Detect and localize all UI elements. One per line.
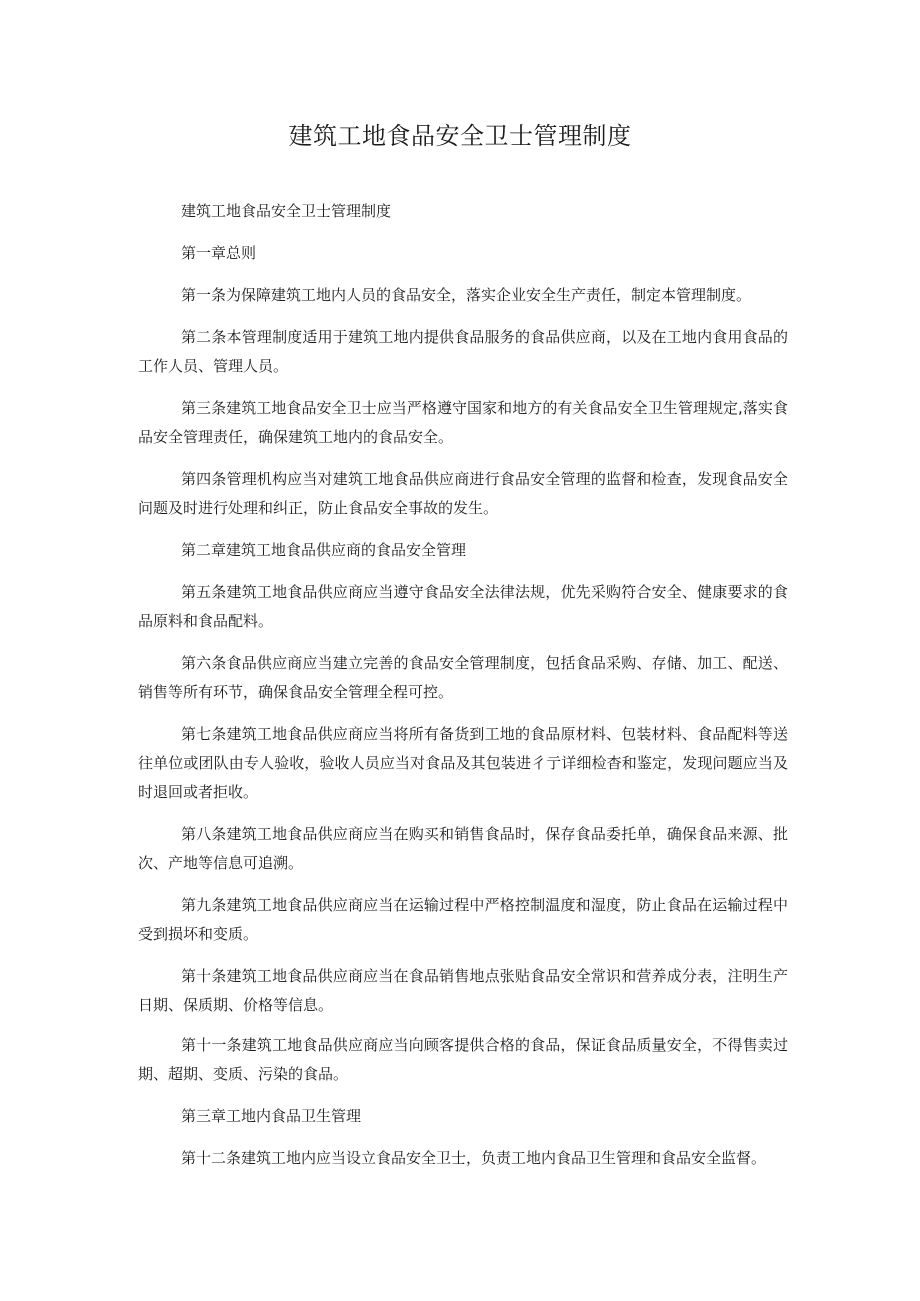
article-8: 第八条建筑工地食品供应商应当在购买和销售食品时，保存食品委托单，确保食品来源、批次、产地等信息可追溯。 [138, 825, 788, 872]
article-3: 第三条建筑工地食品安全卫士应当严格遵守国家和地方的有关食品安全卫生管理规定,落实食品安全管理责任，确保建筑工地内的食品安全。 [138, 399, 788, 446]
article-12: 第十二条建筑工地内应当设立食品安全卫士，负责工地内食品卫生管理和食品安全监督。 [181, 1149, 767, 1167]
document-title: 建筑工地食品安全卫士管理制度 [288, 122, 632, 150]
chapter-heading-1: 第一章总则 [181, 244, 257, 262]
chapter-heading-3: 第三章工地内食品卫生管理 [181, 1107, 362, 1125]
chapter-heading-2: 第二章建筑工地食品供应商的食品安全管理 [181, 541, 467, 559]
document-body [138, 197, 788, 1186]
article-5: 第五条建筑工地食品供应商应当遵守食品安全法律法规，优先采购符合安全、健康要求的食品原料和食品配料。 [138, 583, 788, 630]
article-2: 第二条本管理制度适用于建筑工地内提供食品服务的食品供应商，以及在工地内食用食品的工作人员、管理人员。 [138, 328, 788, 375]
paragraph-subtitle: 建筑工地食品安全卫士管理制度 [181, 202, 392, 220]
article-1: 第一条为保障建筑工地内人员的食品安全，落实企业安全生产责任，制定本管理制度。 [181, 286, 752, 304]
article-9: 第九条建筑工地食品供应商应当在运输过程中严格控制温度和湿度，防止食品在运输过程中受到损坏和变质。 [138, 896, 788, 943]
article-11: 第十一条建筑工地食品供应商应当向顾客提供合格的食品，保证食品质量安全，不得售卖过期、超期、变质、污染的食品。 [138, 1036, 788, 1083]
article-6: 第六条食品供应商应当建立完善的食品安全管理制度，包括食品采购、存储、加工、配送、销售等所有环节，确保食品安全管理全程可控。 [138, 654, 788, 701]
article-4: 第四条管理机构应当对建筑工地食品供应商进行食品安全管理的监督和检查，发现食品安全问题及时进行处理和纠正，防止食品安全事故的发生。 [138, 470, 788, 517]
article-7: 第七条建筑工地食品供应商应当将所有备货到工地的食品原材料、包装材料、食品配料等送往单位或团队由专人验收，验收人员应当对食品及其包装进彳亍详细检杳和鉴定，发现问题应当及时退回或者拒收。 [138, 725, 788, 801]
article-10: 第十条建筑工地食品供应商应当在食品销售地点张贴食品安全常识和营养成分表，注明生产日期、保质期、价格等信息。 [138, 967, 788, 1014]
